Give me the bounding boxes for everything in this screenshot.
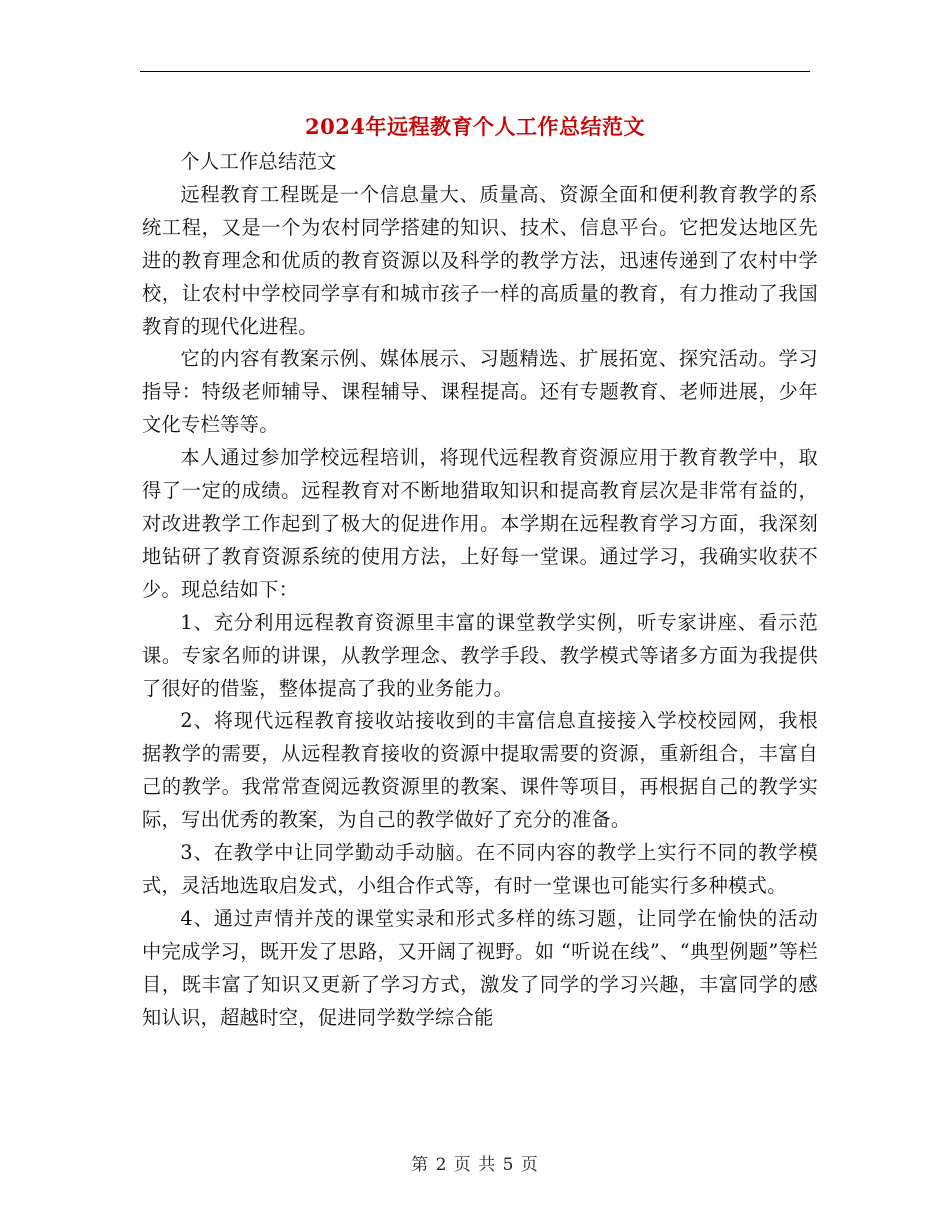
page-number: 第 2 页 共 5 页: [411, 1155, 539, 1175]
header-rule: [140, 71, 810, 72]
paragraph-point-2: 2、将现代远程教育接收站接收到的丰富信息直接接入学校校园网，我根据教学的需要，从远程教育接收的资源中提取需要的资源，重新组合，丰富自己的教学。我常常查阅远教资源里的教案、课件等项目，再根据自己的教学实际，写出优秀的教案，为自己的教学做好了充分的准备。: [142, 709, 818, 832]
paragraph-content: 它的内容有教案示例、媒体展示、习题精选、扩展拓宽、探究活动。学习指导：特级老师辅导、课程辅导、课程提高。还有专题教育、老师进展，少年文化专栏等等。: [142, 347, 818, 437]
document-body: [142, 146, 818, 1034]
paragraph-point-1: 1、充分利用远程教育资源里丰富的课堂教学实例，听专家讲座、看示范课。专家名师的讲课，从教学理念、教学手段、教学模式等诸多方面为我提供了很好的借鉴，整体提高了我的业务能力。: [142, 610, 818, 700]
paragraph-point-3: 3、在教学中让同学勤动手动脑。在不同内容的教学上实行不同的教学模式，灵活地选取启发式，小组合作式等，有时一堂课也可能实行多种模式。: [142, 841, 818, 897]
paragraph-point-4: 4、通过声情并茂的课堂实录和形式多样的练习题，让同学在愉快的活动中完成学习，既开发了思路，又开阔了视野。如 “听说在线”、“典型例题”等栏目，既丰富了知识又更新了学习方式，激发了同学的学习兴趣，丰富同学的感知认识，超越时空，促进同学数学综合能: [142, 906, 818, 1029]
document-title: 2024年远程教育个人工作总结范文: [305, 114, 645, 139]
paragraph-training: 本人通过参加学校远程培训，将现代远程教育资源应用于教育教学中，取得了一定的成绩。远程教育对不断地猎取知识和提高教育层次是非常有益的，对改进教学工作起到了极大的促进作用。本学期在远程教育学习方面，我深刻地钻研了教育资源系统的使用方法，上好每一堂课。通过学习，我确实收获不少。现总结如下：: [142, 446, 818, 601]
document-subtitle: 个人工作总结范文: [180, 150, 337, 173]
paragraph-intro: 远程教育工程既是一个信息量大、质量高、资源全面和便利教育教学的系统工程，又是一个为农村同学搭建的知识、技术、信息平台。它把发达地区先进的教育理念和优质的教育资源以及科学的教学方法，迅速传递到了农村中学校，让农村中学校同学享有和城市孩子一样的高质量的教育，有力推动了我国教育的现代化进程。: [142, 182, 818, 338]
